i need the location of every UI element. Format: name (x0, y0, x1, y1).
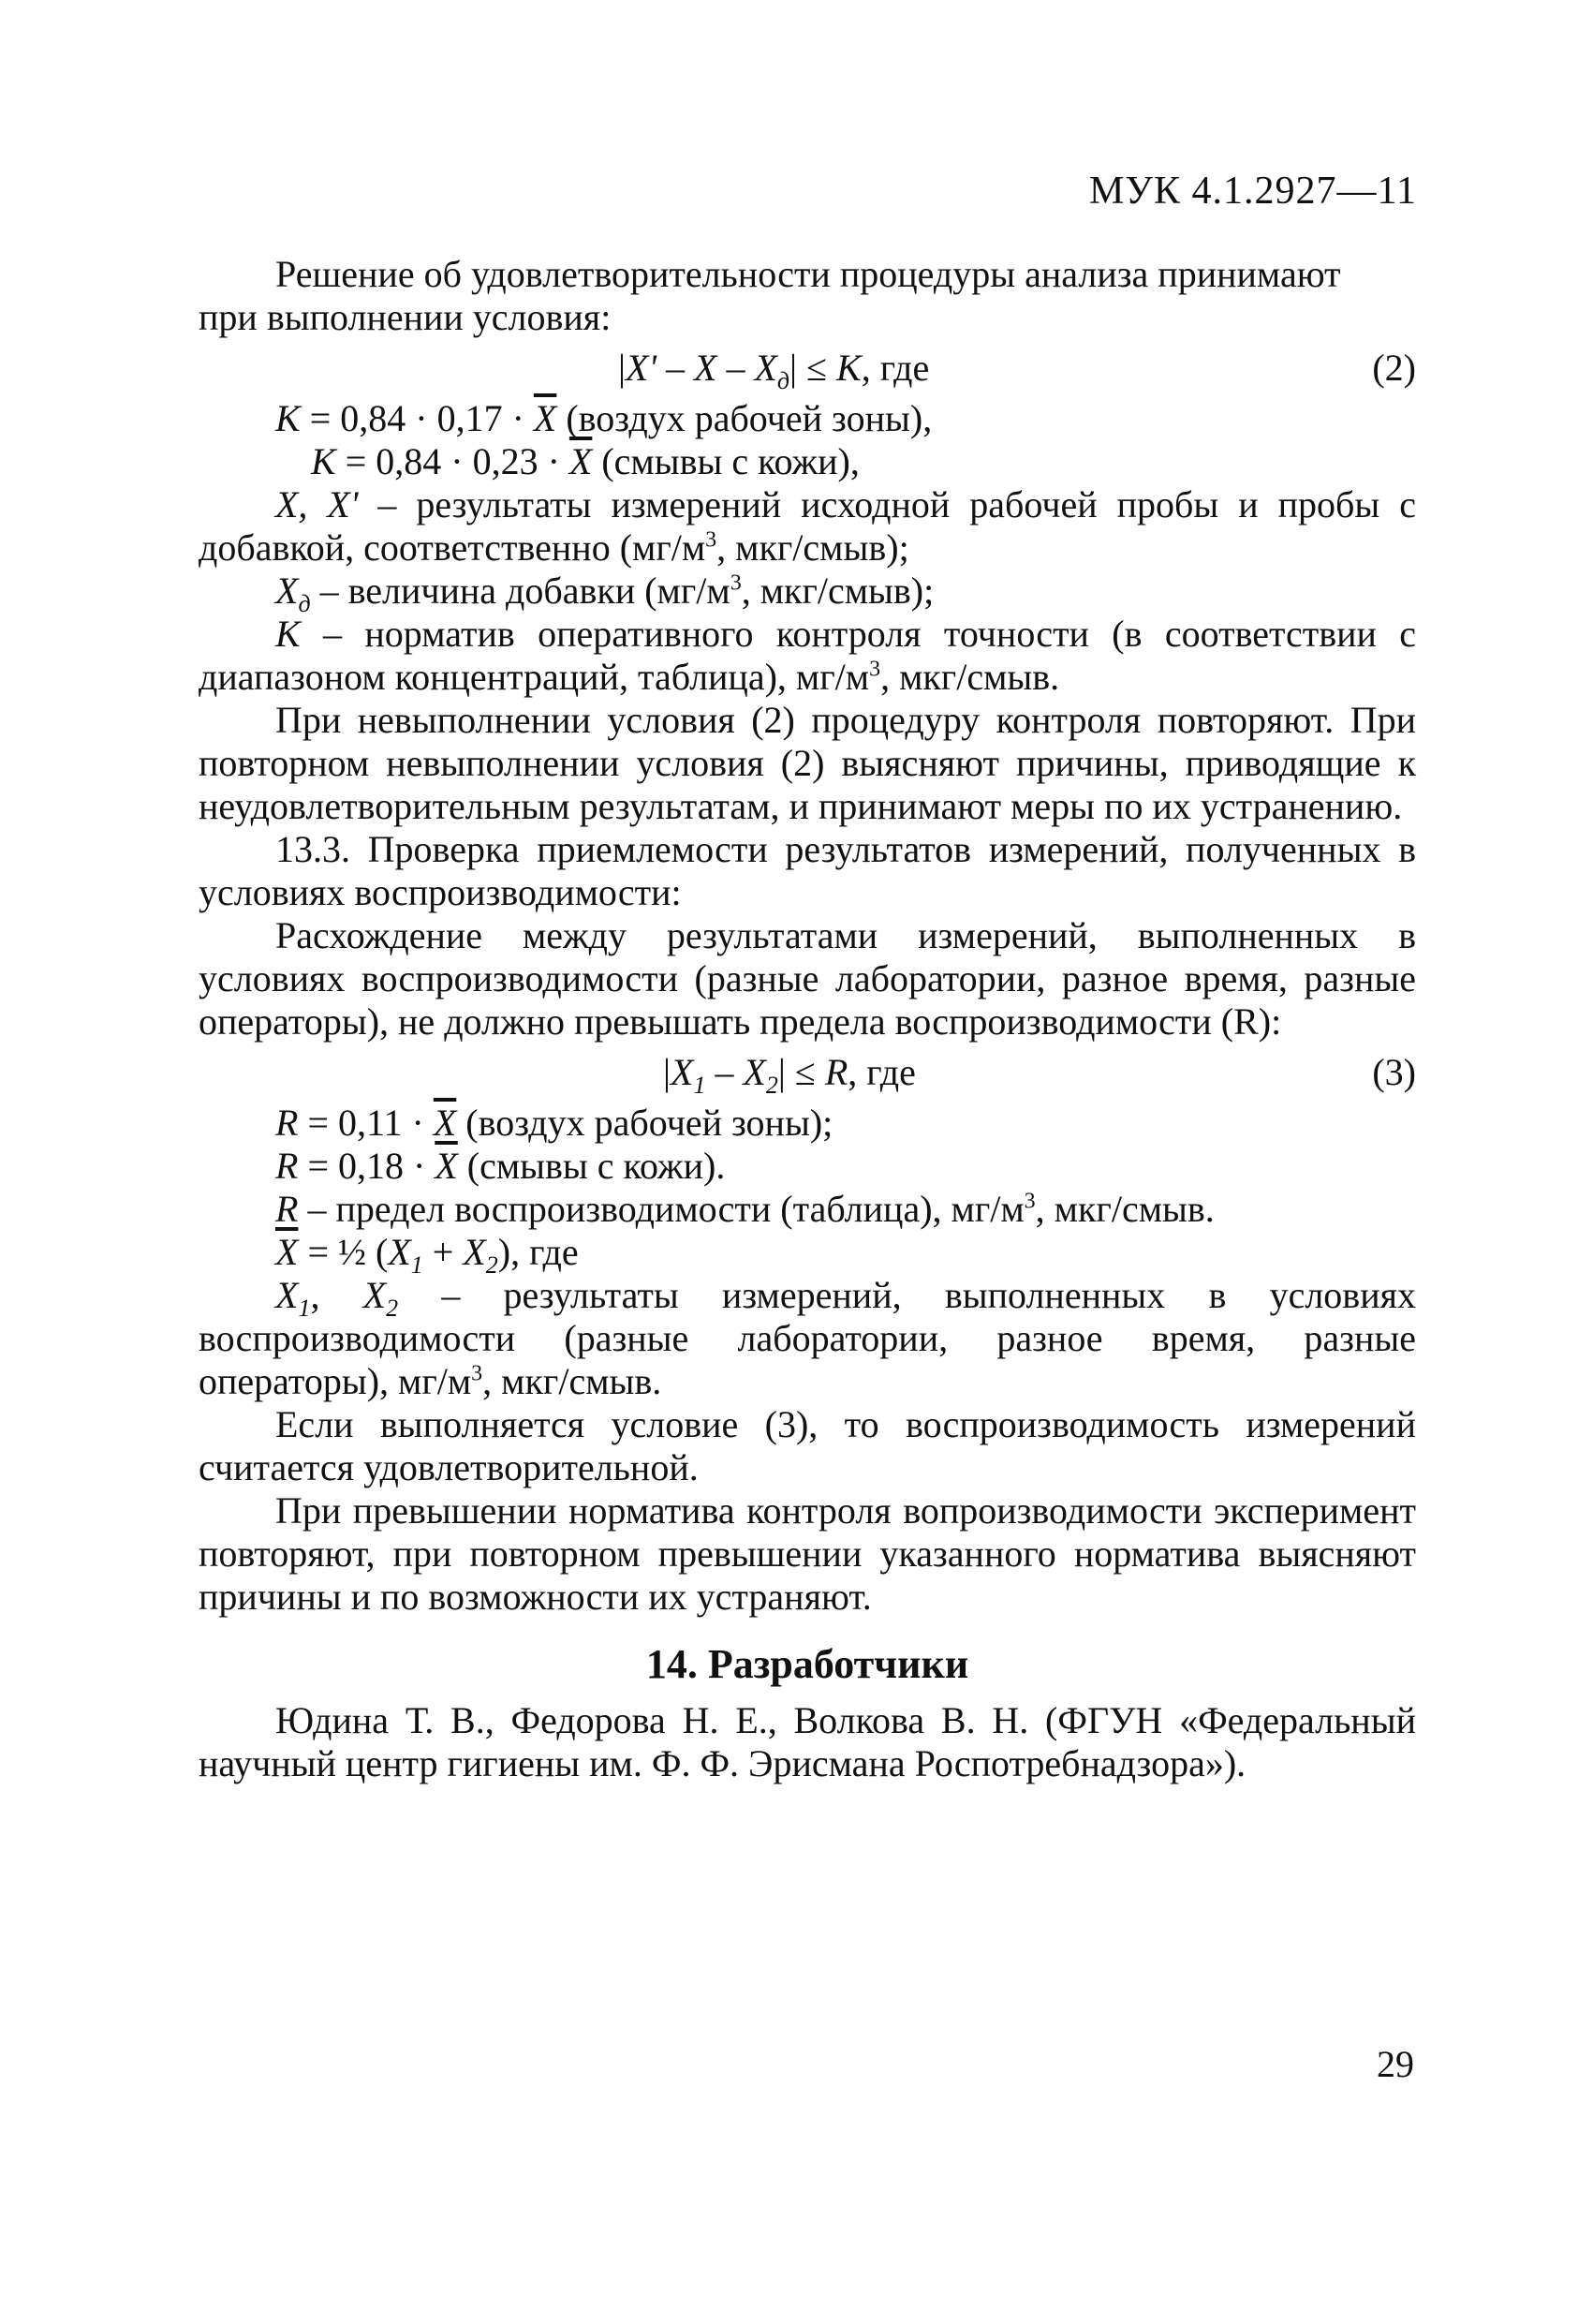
k-air-note: (воздух рабочей зоны), (556, 397, 933, 439)
formula-3 (199, 1047, 1416, 1098)
leq-sign: ≤ (785, 1051, 825, 1093)
section-13-3-heading: 13.3. Проверка приемлемости результатов измерений, полученных в условиях воспроизводимости: (199, 828, 1416, 913)
r-air-note: (воздух рабочей зоны); (456, 1102, 833, 1144)
var-x-bar: $\overline{X}$ (435, 1145, 458, 1187)
definition-xd (199, 570, 1416, 617)
var-x: X (694, 347, 717, 389)
condition-intro-text: Решение об удовлетворительности процедуры анализа принимают (275, 253, 1341, 295)
formula-2 (199, 343, 1416, 393)
definition-x12-end: , мкг/смыв. (482, 1360, 662, 1402)
r-skin-formula (199, 1145, 1416, 1188)
plus-sign: + (422, 1231, 464, 1273)
vars-x-xprime: X, X' (275, 483, 359, 525)
abs-bar-right: | (777, 1051, 786, 1093)
k-air-expr: = 0,84 · 0,17 · (300, 397, 534, 439)
definition-r-text: – предел воспроизводимости (таблица), мг/м (298, 1188, 1025, 1230)
formula-2-number: (2) (1372, 347, 1416, 389)
subscript-2: 2 (765, 1072, 778, 1099)
r-skin-note: (смывы с кожи). (457, 1145, 726, 1187)
superscript-3: 3 (869, 657, 881, 682)
formula-3-body (663, 1051, 916, 1099)
var-x-d: X (275, 570, 299, 612)
definition-x12-text: – результаты измерений, выполненных в условиях воспроизводимости (разные лаборатории, разное время, разные операторы), мг/м (199, 1274, 1416, 1402)
repeat-procedure-paragraph: При невыполнении условия (2) процедуру контроля повторяют. При повторном невыполнении условия (2) выясняют причины, приводящие к неудовлетворительным результатам, и принимают меры по их устранению. (199, 699, 1416, 827)
var-x1: X (275, 1274, 299, 1316)
abs-bar-left: | (663, 1051, 671, 1093)
page-number: 29 (1377, 2043, 1414, 2085)
var-x-bar: $\overline{X}$ (533, 397, 557, 439)
where-word: , где (848, 1051, 916, 1093)
definition-k-end: , мкг/смыв. (880, 656, 1060, 698)
var-x-d: X (754, 347, 777, 389)
leq-sign: ≤ (797, 347, 837, 389)
definition-x1-x2 (199, 1274, 1416, 1403)
xbar-expr: = ½ ( (298, 1231, 389, 1273)
k-skin-formula (199, 440, 1416, 483)
var-k: K (275, 613, 301, 655)
subscript-1: 1 (298, 1295, 311, 1322)
abs-bar-left: | (618, 347, 627, 389)
definition-k-text: – норматив оперативного контроля точности (в соответствии с (300, 613, 1416, 655)
definition-r (199, 1188, 1416, 1231)
comma: , (310, 1274, 363, 1316)
superscript-3: 3 (1024, 1189, 1036, 1214)
page-content (199, 253, 1416, 1785)
condition-intro (199, 253, 1416, 296)
definition-x (199, 483, 1416, 570)
subscript-1: 1 (693, 1072, 706, 1099)
xbar-end: ), где (497, 1231, 579, 1273)
definition-k-cont: диапазоном концентраций, таблица), мг/м (199, 656, 870, 698)
var-x-prime: X' (626, 347, 657, 389)
var-r: R (275, 1102, 299, 1144)
definition-xd-text: – величина добавки (мг/м (310, 570, 730, 612)
definition-r-end: , мкг/смыв. (1035, 1188, 1215, 1230)
var-x2: X (362, 1274, 387, 1316)
definition-x-end: , мкг/смыв); (716, 526, 909, 569)
k-skin-note: (смывы с кожи), (592, 440, 860, 482)
reproducibility-exceeded: При превышении норматива контроля вопроизводимости эксперимент повторяют, при повторном превышении указанного норматива выясняют причины и по возможности их устраняют. (199, 1489, 1416, 1618)
var-k: K (275, 397, 301, 439)
minus-sign: – (656, 347, 695, 389)
var-r: R (824, 1051, 848, 1093)
var-r: R (275, 1188, 299, 1230)
definition-k (199, 613, 1416, 699)
reproducibility-satisfied: Если выполняется условие (3), то воспроизводимость измерений считается удовлетворительной. (199, 1403, 1416, 1488)
subscript-1: 1 (410, 1251, 423, 1279)
xbar-definition (199, 1231, 1416, 1279)
abs-bar-right: | (789, 347, 798, 389)
subscript-d: д (298, 590, 311, 617)
superscript-3: 3 (705, 527, 717, 553)
condition-intro-cont: при выполнении условия: (199, 296, 612, 338)
minus-sign: – (705, 1051, 744, 1093)
k-air-formula (199, 397, 1416, 440)
formula-3-number: (3) (1372, 1051, 1416, 1093)
definition-xd-end: , мкг/смыв); (741, 570, 935, 612)
var-k: K (311, 440, 336, 482)
document-code: МУК 4.1.2927—11 (1088, 170, 1417, 213)
var-x1: X (388, 1231, 411, 1273)
var-x-bar: $\overline{X}$ (568, 440, 593, 482)
minus-sign: – (716, 347, 755, 389)
subscript-2: 2 (386, 1295, 399, 1322)
superscript-3: 3 (471, 1361, 483, 1386)
var-r: R (275, 1145, 299, 1187)
section-14-title: 14. Разработчики (645, 1641, 969, 1687)
subscript-d: д (776, 367, 790, 394)
var-x-bar: $\overline{X}$ (275, 1231, 299, 1273)
var-x1: X (671, 1051, 694, 1093)
var-k: K (836, 347, 862, 389)
reproducibility-intro: Расхождение между результатами измерений, выполненных в условиях воспроизводимости (разные лаборатории, разное время, разные операторы), не должно превышать предела воспроизводимости (R): (199, 914, 1416, 1043)
where-word: , где (861, 347, 930, 389)
subscript-2: 2 (485, 1251, 498, 1279)
var-x2: X (743, 1051, 766, 1093)
superscript-3: 3 (730, 570, 742, 596)
definition-x-text: – результаты измерений исходной рабочей пробы и пробы с (358, 483, 1416, 525)
r-air-formula (199, 1102, 1416, 1145)
r-air-expr: = 0,11 · (298, 1102, 434, 1144)
var-x-bar: $\overline{X}$ (433, 1102, 457, 1144)
formula-2-body (618, 347, 930, 394)
developers-paragraph: Юдина Т. В., Федорова Н. Е., Волкова В. Н. (ФГУН «Федеральный научный центр гигиены им. Ф. Ф. Эрисмана Роспотребнадзора»). (199, 1699, 1416, 1784)
k-skin-expr: = 0,84 · 0,23 · (335, 440, 569, 482)
definition-x-cont: добавкой, соответственно (мг/м (199, 526, 706, 569)
var-x2: X (463, 1231, 486, 1273)
r-skin-expr: = 0,18 · (298, 1145, 435, 1187)
